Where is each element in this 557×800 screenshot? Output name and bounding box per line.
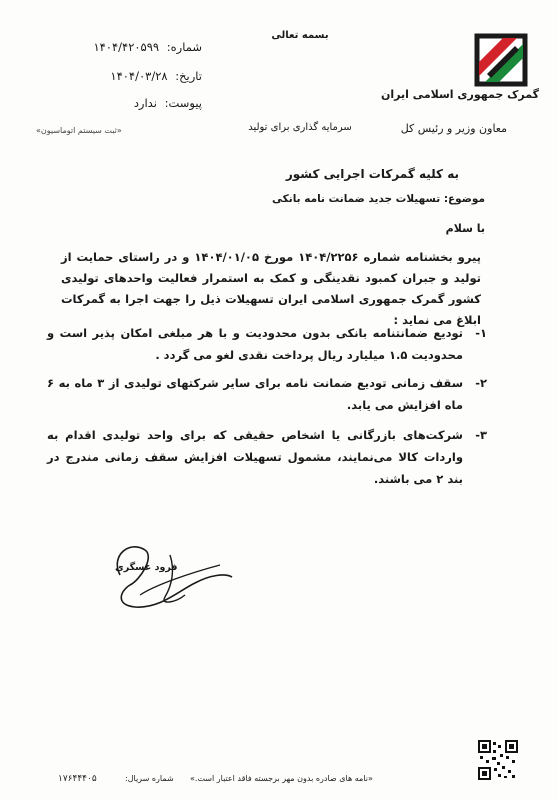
organization-name: گمرک جمهوری اسلامی ایران — [380, 88, 539, 101]
letter-attachment-label: پیوست: — [164, 96, 202, 110]
letter-number-value: ۱۴۰۴/۴۲۰۵۹۹ — [93, 40, 160, 54]
greeting: با سلام — [445, 222, 485, 235]
customs-logo-icon — [473, 32, 529, 88]
subject-line — [272, 193, 485, 205]
serial-number-value: ۱۷۶۴۴۴۰۵ — [58, 774, 97, 784]
list-item-number: ۱- — [475, 326, 487, 340]
letter-number — [22, 40, 202, 54]
list-item — [47, 424, 487, 490]
list-item — [47, 372, 487, 416]
qr-code-icon — [478, 740, 518, 780]
serial-number-label: شماره سریال: — [125, 774, 174, 783]
list-item-number: ۲- — [475, 376, 487, 390]
letter-date-value: ۱۴۰۴/۰۳/۲۸ — [110, 69, 168, 83]
signatory-name: فرود عسگری — [115, 562, 178, 573]
letter-attachment-value: ندارد — [133, 96, 157, 110]
year-slogan: سرمایه گذاری برای تولید — [248, 122, 352, 133]
list-item-number: ۳- — [475, 428, 487, 442]
recipient-line: به کلیه گمرکات اجرایی کشور — [285, 167, 459, 181]
footer-validity-note: «نامه های صادره بدون مهر برجسته فاقد اعتبار است.» — [190, 774, 373, 783]
letter-number-label: شماره: — [166, 40, 202, 54]
intro-paragraph: پیرو بخشنامه شماره ۱۴۰۴/۲۲۵۶ مورخ ۱۴۰۴/۰۱/۰۵ و در راستای حمایت از تولید و جبران کمبود نقدینگی و کمک به استمرار فعالیت واحدهای تولیدی کشور گمرک جمهوری اسلامی ایران تسهیلات ذیل را جهت اجرا به گمرکات ابلاغ می نماید : — [61, 250, 481, 327]
bismillah-heading: بسمه تعالی — [271, 30, 329, 41]
sender-title: معاون وزیر و رئیس کل — [400, 122, 507, 135]
list-item-text: تودیع ضمانتنامه بانکی بدون محدودیت و با هر مبلغی امکان پذیر است و محدودیت ۱.۵ میلیارد ریال پرداخت نقدی لغو می گردد . — [47, 326, 463, 362]
list-item — [47, 322, 487, 366]
letter-date — [22, 69, 202, 83]
list-item-text: سقف زمانی تودیع ضمانت نامه برای سایر شرکتهای تولیدی از ۳ ماه به ۶ ماه افزایش می یابد. — [47, 376, 464, 412]
list-item-text: شرکت‌های بازرگانی یا اشخاص حقیقی که برای واحد تولیدی اقدام به واردات کالا می‌نمایند، مشمول تسهیلات افزایش سقف زمانی مندرج در بند ۲ می باشند. — [47, 428, 463, 486]
subject-label: موضوع: — [443, 193, 485, 205]
system-registration-note: «ثبت سیستم اتوماسیون» — [36, 126, 122, 135]
letter-attachment — [22, 96, 202, 110]
subject-text: تسهیلات جدید ضمانت نامه بانکی — [272, 193, 441, 205]
letter-date-label: تاریخ: — [175, 69, 202, 83]
handwritten-signature — [100, 535, 240, 615]
